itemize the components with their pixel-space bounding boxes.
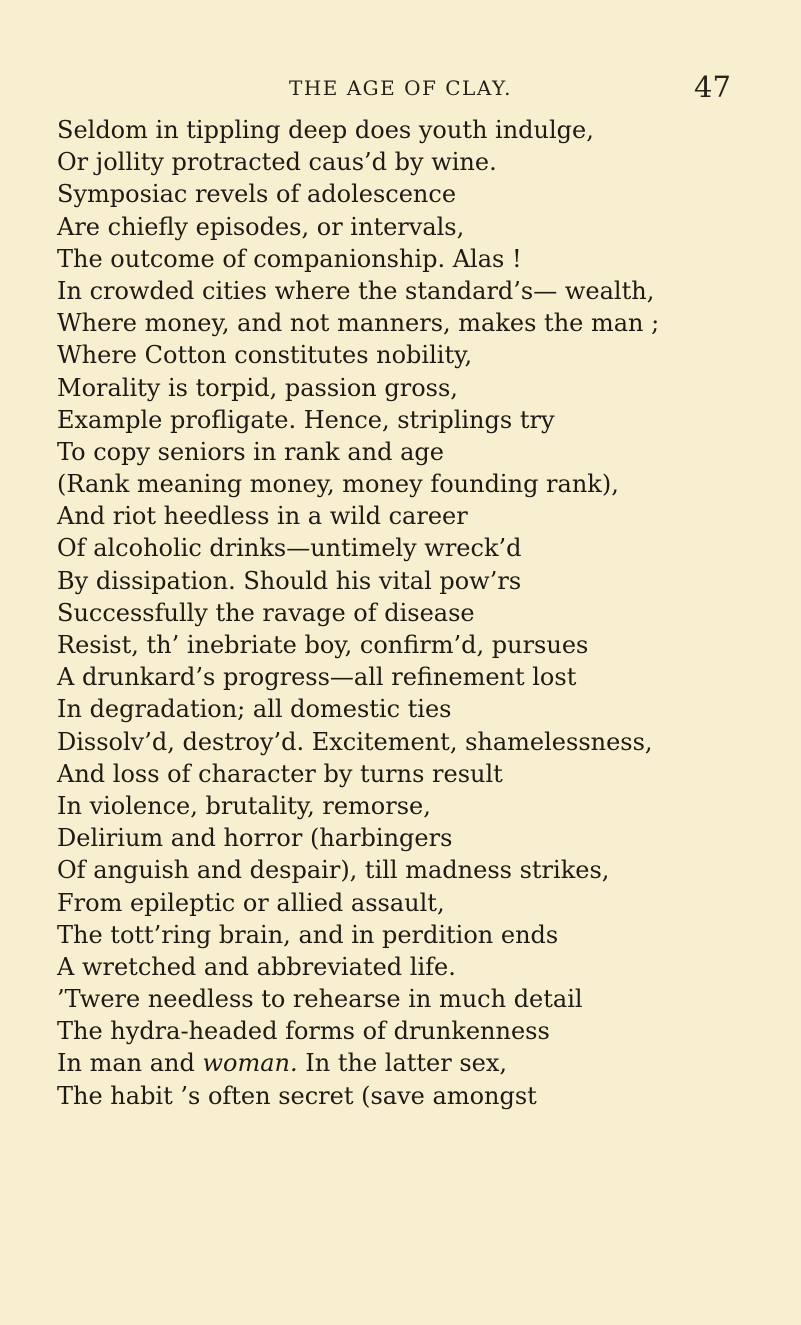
poem-line: Where money, and not manners, makes the man ; <box>57 309 660 338</box>
poem-line: And riot heedless in a wild career <box>57 502 468 531</box>
page-number: 47 <box>694 70 731 104</box>
poem-line: The habit ’s often secret (save amongst <box>57 1081 537 1110</box>
poem-line: And loss of character by turns result <box>57 759 503 788</box>
poem-line: Or jollity protracted caus’d by wine. <box>57 148 497 177</box>
poem-line: Of alcoholic drinks—untimely wreck’d <box>57 534 522 563</box>
italic-word: woman. <box>202 1049 298 1078</box>
poem-line: Of anguish and despair), till madness strikes, <box>57 856 610 885</box>
poem-line: A drunkard’s progress—all refinement lost <box>57 663 577 692</box>
poem-line: Where Cotton constitutes nobility, <box>57 341 473 370</box>
poem-line: From epileptic or allied assault, <box>57 888 445 917</box>
poem-line <box>57 1047 777 1079</box>
running-head <box>0 70 801 106</box>
poem-line: Are chiefly episodes, or intervals, <box>57 212 465 241</box>
poem-line: In violence, brutality, remorse, <box>57 791 431 820</box>
poem-line: Resist, th’ inebriate boy, confirm’d, pursues <box>57 631 589 659</box>
poem-line: Symposiac revels of adolescence <box>57 180 457 209</box>
poem-line: The tott’ring brain, and in perdition ends <box>57 920 559 949</box>
poem-line: In crowded cities where the standard’s— wealth, <box>57 276 655 305</box>
poem-line: Delirium and horror (harbingers <box>57 824 453 853</box>
poem-line: ’Twere needless to rehearse in much detail <box>57 985 583 1014</box>
poem-line: In degradation; all domestic ties <box>57 695 452 724</box>
poem-line: Successfully the ravage of disease <box>57 598 475 627</box>
poem-line: The hydra-headed forms of drunkenness <box>57 1017 550 1046</box>
poem-line: Example profligate. Hence, striplings try <box>57 405 555 434</box>
poem-line-segment: In the latter sex, <box>297 1049 508 1078</box>
poem-line: The outcome of companionship. Alas ! <box>57 244 522 273</box>
poem-line: (Rank meaning money, money founding rank), <box>57 470 619 499</box>
poem-line: Morality is torpid, passion gross, <box>57 373 458 402</box>
poem-line: By dissipation. Should his vital pow’rs <box>57 566 522 595</box>
poem-line: Seldom in tippling deep does youth indulge, <box>57 116 594 144</box>
poem-line: A wretched and abbreviated life. <box>57 952 456 981</box>
running-title: THE AGE OF CLAY. <box>289 76 512 100</box>
poem-text <box>57 114 777 1112</box>
poem-line: Dissolv’d, destroy’d. Excitement, shamelessness, <box>57 727 653 756</box>
poem-line-segment: In man and <box>57 1049 203 1078</box>
poem-line: To copy seniors in rank and age <box>57 437 444 466</box>
